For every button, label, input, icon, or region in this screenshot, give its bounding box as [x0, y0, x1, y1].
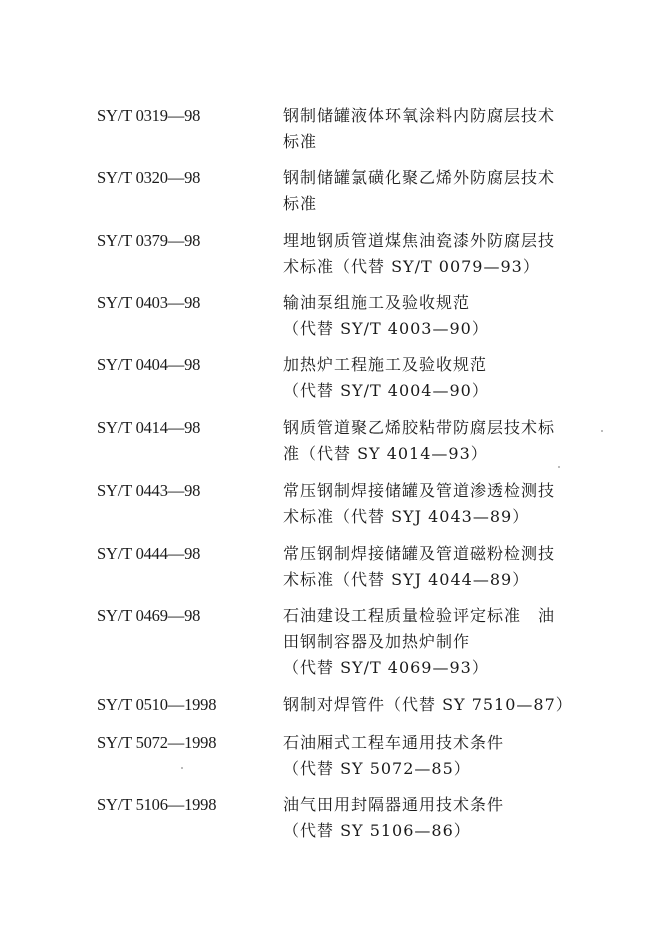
- title-line: 输油泵组施工及验收规范: [283, 293, 471, 312]
- standard-title: [283, 730, 583, 782]
- standard-code: SY/T 0379—98: [97, 231, 201, 250]
- title-line: 准（代替 SY 4014—93）: [283, 444, 488, 463]
- title-line: 埋地钢质管道煤焦油瓷漆外防腐层技: [283, 231, 556, 250]
- standard-title: [283, 228, 583, 280]
- standard-title: [283, 603, 583, 681]
- title-line: 钢制储罐氯磺化聚乙烯外防腐层技术: [283, 168, 556, 187]
- scan-speck: [601, 430, 603, 432]
- standard-code: SY/T 0320—98: [97, 168, 201, 187]
- title-line: 石油厢式工程车通用技术条件: [283, 733, 505, 752]
- title-line: （代替 SY 5106—86）: [283, 821, 471, 840]
- title-line: 标准: [283, 194, 318, 213]
- title-line: 加热炉工程施工及验收规范: [283, 355, 488, 374]
- title-line: 油气田用封隔器通用技术条件: [283, 795, 505, 814]
- standard-title: [283, 352, 583, 404]
- standard-title: [283, 541, 583, 593]
- standard-code: SY/T 5106—1998: [97, 795, 217, 814]
- standard-code: SY/T 0444—98: [97, 544, 201, 563]
- standard-code: SY/T 5072—1998: [97, 733, 217, 752]
- title-line: （代替 SY/T 4003—90）: [283, 319, 489, 338]
- standard-code: SY/T 0443—98: [97, 481, 201, 500]
- standard-title: [283, 478, 583, 530]
- title-line: 术标准（代替 SYJ 4044—89）: [283, 570, 530, 589]
- title-line: （代替 SY/T 4004—90）: [283, 381, 489, 400]
- standard-code: SY/T 0403—98: [97, 293, 201, 312]
- title-line: 钢制对焊管件（代替 SY 7510—87）: [283, 695, 573, 714]
- standard-code: SY/T 0414—98: [97, 418, 201, 437]
- standard-code: SY/T 0404—98: [97, 355, 201, 374]
- title-line: 术标准（代替 SY/T 0079—93）: [283, 257, 540, 276]
- title-line: 标准: [283, 132, 318, 151]
- scan-speck: [181, 767, 183, 769]
- title-line: （代替 SY 5072—85）: [283, 759, 471, 778]
- scan-speck: [558, 466, 560, 468]
- standard-title: [283, 290, 583, 342]
- standard-title: [283, 415, 583, 467]
- title-line: 钢质管道聚乙烯胶粘带防腐层技术标: [283, 418, 556, 437]
- standard-title: [283, 103, 583, 155]
- standard-code: SY/T 0319—98: [97, 106, 201, 125]
- standard-title: [283, 792, 583, 844]
- standard-code: SY/T 0510—1998: [97, 695, 217, 714]
- standard-code: SY/T 0469—98: [97, 606, 201, 625]
- standard-title: [283, 692, 583, 718]
- title-line: 常压钢制焊接储罐及管道磁粉检测技: [283, 544, 556, 563]
- title-line: 田钢制容器及加热炉制作: [283, 632, 471, 651]
- title-line: 术标准（代替 SYJ 4043—89）: [283, 507, 530, 526]
- standard-title: [283, 165, 583, 217]
- title-line: 常压钢制焊接储罐及管道渗透检测技: [283, 481, 556, 500]
- title-line: 钢制储罐液体环氧涂料内防腐层技术: [283, 106, 556, 125]
- title-line: （代替 SY/T 4069—93）: [283, 658, 489, 677]
- title-line: 石油建设工程质量检验评定标准 油: [283, 606, 556, 625]
